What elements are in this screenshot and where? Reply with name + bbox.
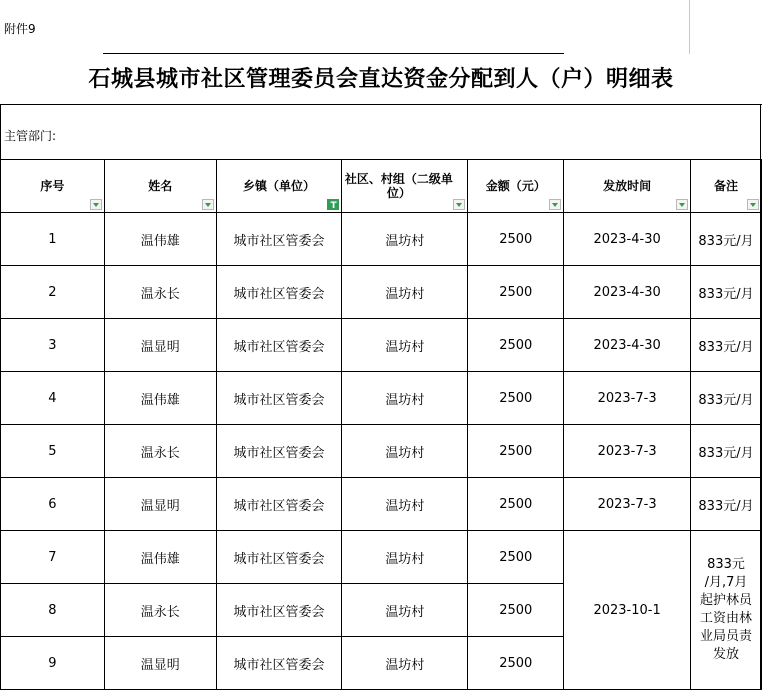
cell-note: 833元/月 bbox=[691, 213, 762, 266]
cell-town: 城市社区管委会 bbox=[216, 425, 342, 478]
note-line: 业局员责 bbox=[700, 629, 753, 644]
cell-village: 温坊村 bbox=[342, 531, 468, 584]
title-rule bbox=[103, 53, 564, 54]
department-label: 主管部门: bbox=[4, 129, 57, 143]
cell-town: 城市社区管委会 bbox=[216, 478, 342, 531]
filter-dropdown-icon[interactable] bbox=[549, 199, 561, 210]
cell-seq: 3 bbox=[1, 319, 105, 372]
note-line: 起护林员 bbox=[700, 593, 753, 608]
filter-active-icon[interactable]: T bbox=[327, 199, 339, 210]
cell-village: 温坊村 bbox=[342, 637, 468, 690]
cell-town: 城市社区管委会 bbox=[216, 266, 342, 319]
note-line: 833元 bbox=[707, 557, 745, 572]
cell-date-merged: 2023-10-1 bbox=[564, 531, 691, 690]
cell-seq: 1 bbox=[1, 213, 105, 266]
cell-note: 833元/月 bbox=[691, 478, 762, 531]
cell-town: 城市社区管委会 bbox=[216, 584, 342, 637]
cell-date: 2023-7-3 bbox=[564, 372, 691, 425]
cell-seq: 6 bbox=[1, 478, 105, 531]
table-row bbox=[1, 425, 762, 478]
table-top-border bbox=[0, 104, 762, 105]
cell-date: 2023-7-3 bbox=[564, 425, 691, 478]
cell-date: 2023-7-3 bbox=[564, 478, 691, 531]
cell-seq: 8 bbox=[1, 584, 105, 637]
table-row bbox=[1, 372, 762, 425]
cell-seq: 2 bbox=[1, 266, 105, 319]
header-town[interactable]: 乡镇（单位） T bbox=[216, 160, 342, 213]
header-name[interactable]: 姓名 bbox=[104, 160, 216, 213]
cell-village: 温坊村 bbox=[342, 478, 468, 531]
cell-town: 城市社区管委会 bbox=[216, 319, 342, 372]
cell-name: 温永长 bbox=[104, 425, 216, 478]
cell-name: 温伟雄 bbox=[104, 531, 216, 584]
note-line: /月,7月 bbox=[704, 575, 748, 590]
attachment-label: 附件9 bbox=[4, 22, 36, 36]
cell-amount: 2500 bbox=[468, 478, 564, 531]
cell-seq: 7 bbox=[1, 531, 105, 584]
filter-dropdown-icon[interactable] bbox=[747, 199, 759, 210]
cell-town: 城市社区管委会 bbox=[216, 372, 342, 425]
cell-name: 温伟雄 bbox=[104, 213, 216, 266]
cell-town: 城市社区管委会 bbox=[216, 531, 342, 584]
cell-date: 2023-4-30 bbox=[564, 213, 691, 266]
cell-amount: 2500 bbox=[468, 584, 564, 637]
header-date[interactable]: 发放时间 bbox=[564, 160, 691, 213]
cell-town: 城市社区管委会 bbox=[216, 213, 342, 266]
cell-seq: 5 bbox=[1, 425, 105, 478]
cell-name: 温显明 bbox=[104, 319, 216, 372]
cell-date: 2023-4-30 bbox=[564, 319, 691, 372]
detail-table bbox=[0, 159, 762, 690]
header-seq[interactable]: 序号 bbox=[1, 160, 105, 213]
cell-amount: 2500 bbox=[468, 637, 564, 690]
cell-amount: 2500 bbox=[468, 266, 564, 319]
filter-dropdown-icon[interactable] bbox=[90, 199, 102, 210]
cell-note-merged bbox=[691, 531, 762, 690]
cell-village: 温坊村 bbox=[342, 425, 468, 478]
cell-note: 833元/月 bbox=[691, 319, 762, 372]
filter-dropdown-icon[interactable] bbox=[676, 199, 688, 210]
table-row bbox=[1, 478, 762, 531]
cell-note: 833元/月 bbox=[691, 425, 762, 478]
table-row bbox=[1, 531, 762, 584]
header-note[interactable]: 备注 bbox=[691, 160, 762, 213]
table-row bbox=[1, 266, 762, 319]
cell-amount: 2500 bbox=[468, 531, 564, 584]
cell-note: 833元/月 bbox=[691, 372, 762, 425]
cell-name: 温永长 bbox=[104, 266, 216, 319]
cell-village: 温坊村 bbox=[342, 372, 468, 425]
cell-name: 温显明 bbox=[104, 637, 216, 690]
cell-note: 833元/月 bbox=[691, 266, 762, 319]
page-title: 石城县城市社区管理委员会直达资金分配到人（户）明细表 bbox=[88, 66, 674, 92]
cell-seq: 4 bbox=[1, 372, 105, 425]
note-line: 工资由林 bbox=[700, 611, 753, 626]
table-row bbox=[1, 213, 762, 266]
header-row bbox=[1, 160, 762, 213]
cell-date: 2023-4-30 bbox=[564, 266, 691, 319]
table-row bbox=[1, 319, 762, 372]
cell-name: 温显明 bbox=[104, 478, 216, 531]
header-amount[interactable]: 金额（元） bbox=[468, 160, 564, 213]
cell-seq: 9 bbox=[1, 637, 105, 690]
cell-amount: 2500 bbox=[468, 372, 564, 425]
cell-amount: 2500 bbox=[468, 319, 564, 372]
filter-dropdown-icon[interactable] bbox=[202, 199, 214, 210]
cell-amount: 2500 bbox=[468, 213, 564, 266]
cell-amount: 2500 bbox=[468, 425, 564, 478]
cell-village: 温坊村 bbox=[342, 584, 468, 637]
cell-name: 温伟雄 bbox=[104, 372, 216, 425]
filter-dropdown-icon[interactable] bbox=[453, 199, 465, 210]
sheet-separator bbox=[689, 0, 690, 54]
cell-village: 温坊村 bbox=[342, 266, 468, 319]
cell-name: 温永长 bbox=[104, 584, 216, 637]
cell-village: 温坊村 bbox=[342, 319, 468, 372]
cell-village: 温坊村 bbox=[342, 213, 468, 266]
note-line: 发放 bbox=[713, 647, 740, 662]
cell-town: 城市社区管委会 bbox=[216, 637, 342, 690]
header-village[interactable]: 社区、村组（二级单位） bbox=[342, 160, 468, 213]
